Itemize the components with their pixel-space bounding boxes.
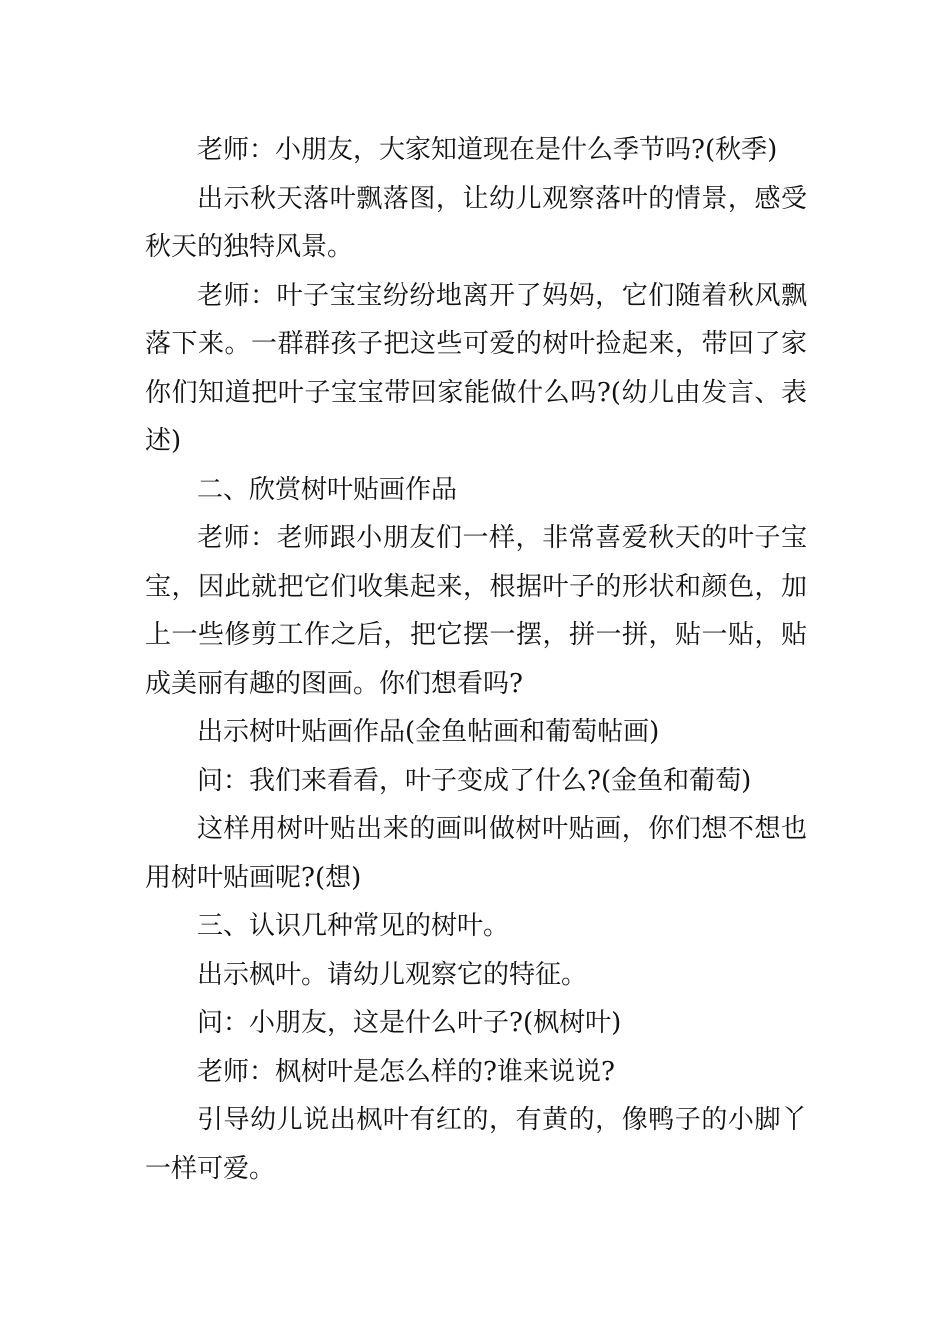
section-heading-2: 二、欣赏树叶贴画作品 (197, 474, 458, 505)
document-body (145, 126, 807, 1193)
paragraph-2: 出示秋天落叶飘落图，让幼儿观察落叶的情景，感受秋天的独特风景。 (145, 183, 807, 262)
paragraph-13: 引导幼儿说出枫叶有红的，有黄的，像鸭子的小脚丫一样可爱。 (145, 1105, 807, 1184)
paragraph-12: 老师：枫树叶是怎么样的?谁来说说? (197, 1056, 615, 1087)
paragraph-1: 老师：小朋友，大家知道现在是什么季节吗?(秋季) (197, 135, 778, 165)
paragraph-11: 问：小朋友，这是什么叶子?(枫树叶) (197, 1008, 622, 1038)
paragraph-7: 问：我们来看看，叶子变成了什么?(金鱼和葡萄) (197, 765, 752, 796)
paragraph-8: 这样用树叶贴出来的画叫做树叶贴画，你们想不想也用树叶贴画呢?(想) (145, 814, 807, 893)
paragraph-3: 老师：叶子宝宝纷纷地离开了妈妈，它们随着秋风飘落下来。一群群孩子把这些可爱的树叶捡起来，带回了家你们知道把叶子宝宝带回家能做什么吗?(幼儿由发言、表述) (145, 280, 807, 456)
paragraph-10: 出示枫叶。请幼儿观察它的特征。 (197, 959, 588, 990)
paragraph-5: 老师：老师跟小朋友们一样，非常喜爱秋天的叶子宝宝，因此就把它们收集起来，根据叶子的形状和颜色，加上一些修剪工作之后，把它摆一摆，拼一拼，贴一贴，贴成美丽有趣的图画。你们想看吗? (145, 523, 807, 699)
paragraph-6: 出示树叶贴画作品(金鱼帖画和葡萄帖画) (197, 717, 660, 747)
section-heading-3: 三、认识几种常见的树叶。 (197, 911, 510, 941)
